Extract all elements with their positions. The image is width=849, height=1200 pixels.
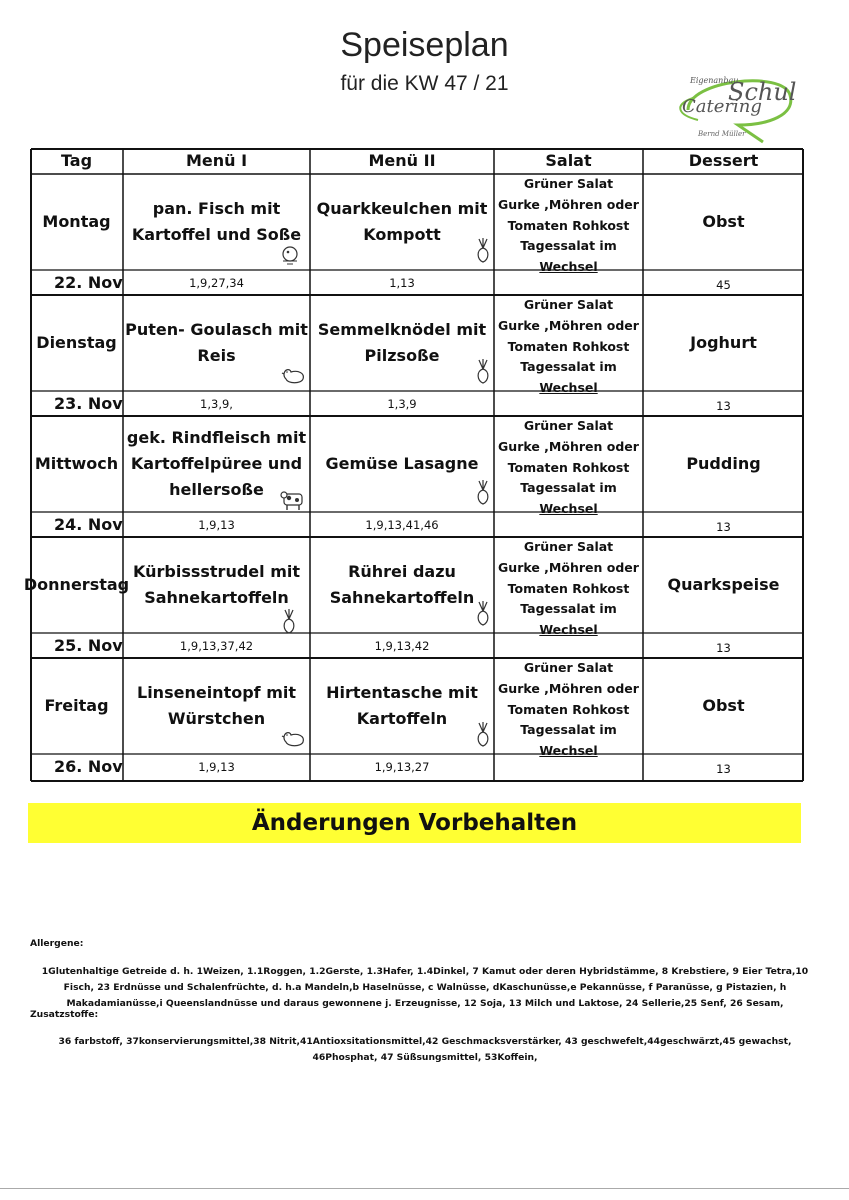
menu1-allergen-codes: 1,9,27,34 (189, 275, 244, 290)
salad-line: Tomaten Rohkost (507, 459, 630, 475)
logo-line-3: Catering (682, 96, 762, 117)
dessert-name: Joghurt (690, 333, 757, 352)
salad-line: Gurke ,Möhren oder (498, 680, 639, 696)
salad-line: Gurke ,Möhren oder (498, 438, 639, 454)
menu2-line: Rührei dazu (348, 562, 456, 581)
logo-line-4: Bernd Müller (698, 130, 746, 138)
salad-line: Wechsel (539, 380, 598, 396)
salad-text (494, 174, 643, 278)
day-date: 26. Nov (54, 756, 123, 776)
salad-line: Tagessalat im (520, 238, 617, 254)
salad-text (494, 416, 643, 520)
dessert-allergen-codes: 45 (716, 277, 731, 292)
column-header: Menü I (185, 151, 248, 170)
chicken-icon (278, 728, 304, 750)
day-name: Mittwoch (34, 454, 119, 473)
menu1-allergen-codes: 1,9,13 (198, 759, 235, 774)
menu2-dish (310, 658, 494, 754)
menu2-line: Kartoffeln (356, 709, 448, 728)
menu1-line: Puten- Goulasch mit (125, 320, 308, 339)
page-title: Speiseplan (340, 26, 509, 64)
menu1-line: pan. Fisch mit (152, 199, 281, 218)
menu1-line: Würstchen (167, 709, 266, 728)
additives-label: Zusatzstoffe: (30, 1009, 99, 1020)
salad-line: Tagessalat im (520, 722, 617, 738)
salad-line: Tagessalat im (520, 601, 617, 617)
menu2-line: Quarkkeulchen mit (316, 199, 488, 218)
catering-logo (668, 70, 798, 150)
salad-line: Grüner Salat (523, 660, 614, 675)
menu1-line: Kartoffel und Soße (131, 225, 302, 244)
salad-line: Wechsel (539, 259, 598, 275)
day-name: Donnerstag (23, 575, 130, 594)
salad-line: Grüner Salat (523, 539, 614, 554)
salad-line: Tomaten Rohkost (507, 338, 630, 354)
menu2-dish (310, 295, 494, 391)
menu2-line: Pilzsoße (364, 346, 440, 365)
column-header: Dessert (688, 151, 759, 170)
menu2-allergen-codes: 1,9,13,41,46 (365, 517, 439, 532)
radish-icon (472, 236, 498, 258)
salad-line: Wechsel (539, 622, 598, 638)
menu1-line: Linseneintopf mit (137, 683, 296, 702)
day-date: 25. Nov (54, 635, 123, 655)
dessert-allergen-codes: 13 (716, 640, 731, 655)
logo-line-1: Eigenanbau (690, 76, 739, 85)
salad-line: Grüner Salat (523, 297, 614, 312)
dessert-name: Pudding (686, 454, 761, 473)
allergens-label: Allergene: (30, 938, 84, 949)
dessert-name: Quarkspeise (667, 575, 780, 594)
menu1-line: Kürbissstrudel mit (133, 562, 300, 581)
cow-icon (278, 486, 304, 508)
menu2-line: Sahnekartoffeln (329, 588, 475, 607)
salad-line: Wechsel (539, 501, 598, 517)
salad-line: Tagessalat im (520, 359, 617, 375)
salad-line: Gurke ,Möhren oder (498, 196, 639, 212)
radish-icon (472, 357, 498, 379)
allergens-text: 1Glutenhaltige Getreide d. h. 1Weizen, 1.1Roggen, 1.2Gerste, 1.3Hafer, 1.4Dinkel, 7 Kamut oder deren Hybridstämme, 8 Krebstiere, 9 Eier Tetra,10 Fisch, 23 Erdnüsse und Schalenfrüchte, d. h.a Mandeln,b Haselnüsse, c Walnüsse, dKaschunüsse,e Pekannüsse, f Paranüsse, g Pistazien, h Makadamianüsse,i Queenslandnüsse und daraus gewonnene j. Erzeugnisse, 12 Soja, 13 Milch und Laktose, 24 Sellerie,25 Senf, 26 Sesam, (41, 966, 809, 1009)
column-header: Tag (60, 151, 93, 170)
menu1-line: gek. Rindfleisch mit (126, 428, 307, 447)
column-header: Salat (545, 151, 592, 170)
day-name: Montag (42, 212, 111, 231)
menu1-allergen-codes: 1,9,13 (198, 517, 235, 532)
menu2-dish (310, 416, 494, 512)
menu2-line: Gemüse Lasagne (325, 454, 479, 473)
chicken-icon (278, 365, 304, 387)
menu2-line: Hirtentasche mit (326, 683, 478, 702)
menu1-line: Reis (197, 346, 236, 365)
salad-line: Tagessalat im (520, 480, 617, 496)
menu2-allergen-codes: 1,9,13,42 (374, 638, 430, 653)
changes-banner (28, 803, 801, 843)
menu2-line: Semmelknödel mit (317, 320, 487, 339)
column-header: Menü II (368, 151, 436, 170)
salad-text (494, 537, 643, 641)
day-date: 22. Nov (54, 272, 123, 292)
salad-line: Tomaten Rohkost (507, 217, 630, 233)
salad-text (494, 658, 643, 762)
dessert-allergen-codes: 13 (716, 761, 731, 776)
menu2-dish (310, 174, 494, 270)
menu1-allergen-codes: 1,3,9, (200, 396, 233, 411)
additives-text: 36 farbstoff, 37konservierungsmittel,38 Nitrit,41Antioxsitationsmittel,42 Geschmacksverstärker, 43 geschwefelt,44geschwärzt,45 gewachst, 46Phosphat, 47 Süßsungsmittel, 53Koffein, (58, 1036, 792, 1063)
fish-icon (278, 244, 304, 266)
menu1-line: Kartoffelpüree und (130, 454, 303, 473)
page-edge-line (0, 1188, 849, 1189)
day-date: 24. Nov (54, 514, 123, 534)
menu1-line: hellersoße (169, 480, 264, 499)
menu1-allergen-codes: 1,9,13,37,42 (179, 638, 254, 653)
salad-line: Grüner Salat (523, 176, 614, 191)
day-name: Dienstag (36, 333, 117, 352)
salad-line: Wechsel (539, 743, 598, 759)
salad-line: Grüner Salat (523, 418, 614, 433)
salad-line: Gurke ,Möhren oder (498, 559, 639, 575)
dessert-allergen-codes: 13 (716, 519, 731, 534)
salad-line: Gurke ,Möhren oder (498, 317, 639, 333)
salad-text (494, 295, 643, 399)
salad-line: Tomaten Rohkost (507, 580, 630, 596)
radish-icon (472, 599, 498, 621)
radish-icon (472, 478, 498, 500)
radish-icon (472, 720, 498, 742)
dessert-name: Obst (702, 696, 745, 715)
menu2-allergen-codes: 1,9,13,27 (374, 759, 430, 774)
logo-line-2: Schul (728, 78, 797, 106)
page-subtitle: für die KW 47 / 21 (340, 72, 509, 95)
salad-line: Tomaten Rohkost (507, 701, 630, 717)
menu1-line: Sahnekartoffeln (144, 588, 289, 607)
day-name: Freitag (44, 696, 109, 715)
dessert-name: Obst (702, 212, 745, 231)
menu-table (23, 148, 804, 782)
menu2-line: Kompott (363, 225, 441, 244)
banner-text: Änderungen Vorbehalten (251, 810, 578, 836)
menu2-allergen-codes: 1,13 (389, 275, 415, 290)
dessert-allergen-codes: 13 (716, 398, 731, 413)
menu2-dish (310, 537, 494, 633)
day-date: 23. Nov (54, 393, 123, 413)
radish-icon (278, 607, 304, 629)
menu2-allergen-codes: 1,3,9 (387, 396, 417, 411)
